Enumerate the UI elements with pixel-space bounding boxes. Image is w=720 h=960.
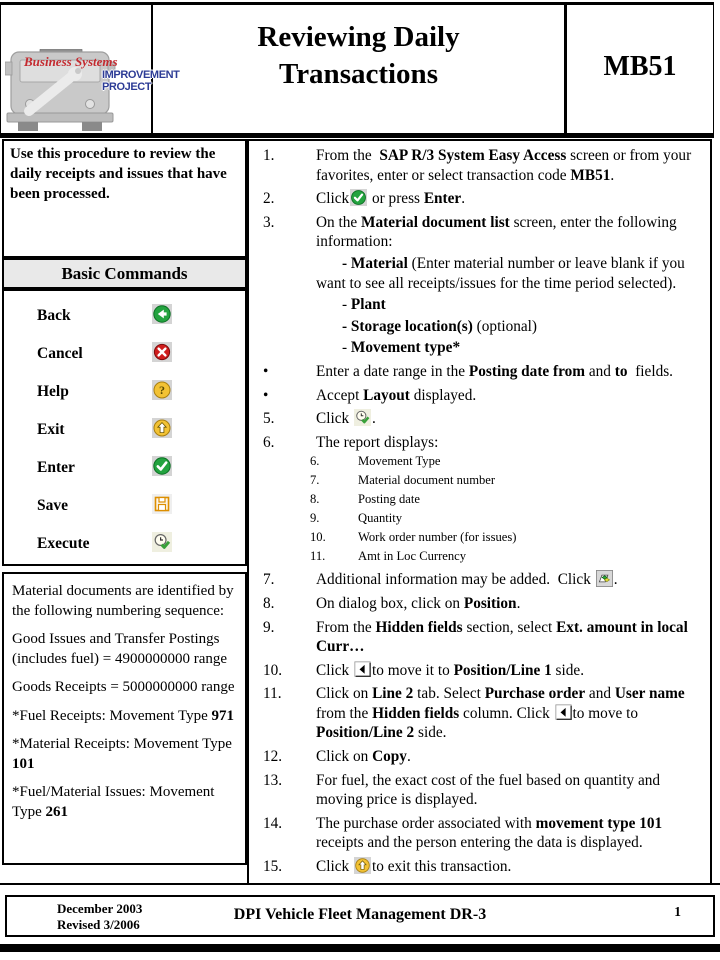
move-left-icon (555, 704, 572, 721)
step-text (316, 189, 706, 209)
text: *Fuel Receipts: Movement Type (12, 707, 212, 724)
text: displayed. (409, 386, 477, 404)
command-row-back (4, 299, 245, 337)
text: to move to (572, 704, 642, 722)
report-field-label: Amt in Loc Currency (358, 549, 467, 564)
step-text (316, 771, 706, 810)
bold-text: Line 2 (372, 685, 414, 703)
command-row-exit (4, 413, 245, 451)
exit-icon (152, 418, 172, 438)
back-icon (152, 304, 172, 324)
step-item (249, 661, 706, 681)
text: and (585, 362, 615, 380)
step-text (316, 661, 706, 681)
text: side. (414, 724, 447, 742)
logo-text-improvement: IMPROVEMENT (102, 69, 180, 81)
step-item (249, 433, 706, 567)
text: Click (316, 410, 353, 428)
help-icon (152, 380, 172, 400)
text: The purchase order associated with (316, 814, 536, 832)
step-item (249, 386, 706, 406)
step-text (316, 362, 706, 382)
step-marker: 3. (263, 213, 275, 231)
bold-text: Position/Line 1 (453, 661, 552, 679)
command-label: Save (37, 497, 68, 514)
numbering-paragraph (12, 678, 240, 698)
step-marker: 8. (263, 594, 275, 612)
command-label: Back (37, 307, 71, 324)
numbering-paragraph (12, 783, 240, 822)
step-item (249, 146, 706, 185)
step-marker: • (263, 386, 269, 404)
bold-text: Position (463, 594, 517, 612)
steps-list (247, 139, 712, 885)
step-text (316, 618, 706, 657)
text: On dialog box, click on (316, 594, 464, 612)
text: The report displays: (316, 433, 439, 451)
bold-text: 971 (211, 707, 234, 724)
step-marker: 10. (263, 661, 283, 679)
basic-commands-title: Basic Commands (61, 264, 188, 283)
footer-date-line-2: Revised 3/2006 (57, 916, 140, 932)
step-item (249, 618, 706, 657)
text: screen or from your favorites, enter or select transaction code (316, 147, 695, 184)
intro-text: Use this procedure to review the daily receipts and issues that have been processed. (10, 146, 227, 202)
numbering-box (2, 572, 247, 865)
report-field-label: Work order number (for issues) (358, 530, 517, 545)
command-row-help (4, 375, 245, 413)
report-field-marker: 10. (310, 530, 326, 545)
logo-text-business-systems: Business Systems (24, 54, 118, 69)
report-field-item (310, 452, 706, 471)
enter-icon (350, 189, 367, 206)
bottom-bar (0, 944, 720, 952)
step-item (249, 814, 706, 853)
report-field-marker: 8. (310, 492, 320, 507)
text: . (516, 594, 521, 612)
bold-text: 101 (12, 755, 35, 772)
step-text (316, 570, 706, 590)
details-icon (596, 570, 613, 587)
bold-text: Ext. amount in local Curr… (316, 618, 692, 656)
text: receipts and the person entering the data is displayed. (316, 814, 667, 852)
step-item (249, 684, 706, 743)
step-marker: 7. (263, 571, 275, 589)
text: Enter a date range in the (316, 362, 469, 380)
bold-text: Enter (423, 190, 462, 208)
numbering-paragraph (12, 582, 240, 621)
text: Click on (316, 685, 373, 703)
enter-icon (152, 456, 172, 476)
text: . (406, 748, 411, 766)
command-label: Enter (37, 459, 75, 476)
step-marker: 2. (263, 190, 275, 208)
slide-title (153, 5, 567, 133)
text: Good Issues and Transfer Postings (includes fuel) = 4900000000 range (12, 631, 228, 667)
step-text (316, 684, 706, 743)
text: . (610, 166, 615, 184)
step-marker: 11. (263, 685, 282, 703)
step-item (249, 409, 706, 429)
text: Accept (316, 386, 364, 404)
command-label: Exit (37, 421, 65, 438)
step-text (316, 146, 706, 185)
text: fields. (627, 362, 674, 380)
exit-icon (354, 857, 371, 874)
bold-text: to (614, 362, 628, 380)
bold-text: Hidden fields (375, 618, 463, 636)
report-field-item (310, 547, 706, 566)
step-marker: 14. (263, 814, 283, 832)
report-field-item (310, 509, 706, 528)
report-field-item (310, 471, 706, 490)
step-marker: 6. (263, 433, 275, 451)
command-row-enter (4, 451, 245, 489)
text: or press (368, 190, 424, 208)
text: Material documents are identified by the following numbering sequence: (12, 583, 234, 619)
footer-date-line-1: December 2003 (57, 901, 143, 916)
transaction-code (567, 5, 713, 133)
text: *Fuel/Material Issues: Movement Type (12, 784, 215, 820)
bold-text: Material document list (361, 213, 510, 231)
text: to move it to (371, 661, 454, 679)
bold-text: MB51 (570, 166, 611, 184)
bold-text: 261 (45, 803, 69, 820)
text: . (371, 410, 376, 428)
bold-text: Posting date from (468, 362, 586, 380)
report-field-marker: 6. (310, 454, 320, 469)
text: Click (316, 190, 350, 208)
text: From the (316, 618, 376, 636)
step-text (316, 409, 706, 429)
text: screen, enter the following information: (316, 213, 681, 251)
bold-text: - Material (342, 254, 408, 272)
text: Additional information may be added. Click (316, 571, 595, 589)
command-row-cancel (4, 337, 245, 375)
bold-text: - Storage location(s) (342, 317, 473, 335)
report-field-item (310, 528, 706, 547)
text: . (461, 190, 466, 208)
svg-text:?: ? (159, 383, 165, 398)
text: (optional) (472, 317, 538, 335)
command-row-save (4, 489, 245, 527)
footer-title: DPI Vehicle Fleet Management DR-3 (233, 906, 487, 923)
step-text (316, 594, 706, 614)
numbering-paragraph (12, 707, 240, 727)
text: . (613, 571, 618, 589)
step-marker: 5. (263, 410, 275, 428)
logo-text-project: PROJECT (102, 81, 152, 93)
step-subparagraph (316, 317, 706, 337)
bold-text: Purchase order (484, 685, 586, 703)
footer (5, 895, 715, 937)
step-text (316, 386, 706, 406)
report-field-label: Material document number (358, 473, 496, 488)
bold-text: Hidden fields (372, 704, 460, 722)
title-line-1: Reviewing Daily (257, 21, 460, 53)
step-subparagraph (316, 254, 706, 293)
step-item (249, 857, 706, 877)
step-item (249, 213, 706, 358)
text: From the (316, 147, 380, 164)
basic-commands-list (2, 289, 247, 566)
intro-box (2, 139, 247, 258)
step-marker: 12. (263, 748, 283, 766)
report-field-label: Posting date (358, 492, 420, 507)
step-marker: 13. (263, 771, 283, 789)
slide-header (0, 2, 714, 138)
transaction-code-text: MB51 (603, 51, 677, 82)
step-marker: 9. (263, 618, 275, 636)
numbering-paragraph (12, 630, 240, 669)
title-line-2: Transactions (279, 58, 438, 90)
save-icon (152, 494, 172, 514)
command-row-execute (4, 527, 245, 565)
step-marker: • (263, 362, 269, 380)
step-marker: 1. (263, 147, 275, 164)
text: *Material Receipts: Movement Type (12, 736, 232, 752)
text: Click (316, 661, 353, 679)
text: to exit this transaction. (371, 858, 512, 876)
command-label: Cancel (37, 345, 83, 362)
bold-text: movement type 101 (535, 814, 663, 832)
text: For fuel, the exact cost of the fuel based on quantity and moving price is displayed. (316, 771, 664, 809)
numbering-paragraph (12, 735, 240, 774)
command-label: Help (37, 383, 69, 400)
logo (1, 5, 180, 133)
text: - (342, 339, 351, 357)
step-item (249, 189, 706, 209)
text: Goods Receipts = 5000000000 range (12, 679, 235, 695)
text: On the (316, 213, 362, 231)
step-text (310, 433, 706, 567)
step-item (249, 594, 706, 614)
cancel-icon (152, 342, 172, 362)
step-text (316, 857, 706, 877)
report-field-label: Movement Type (358, 454, 441, 469)
text: from the (316, 685, 689, 722)
step-item (249, 362, 706, 382)
step-text (316, 814, 706, 853)
command-label: Execute (37, 535, 90, 552)
bold-text: Plant (350, 296, 386, 314)
text: section, select (462, 618, 557, 636)
text: - (342, 296, 351, 314)
bold-text: Movement type* (350, 339, 461, 357)
step-subparagraph (316, 295, 706, 315)
bold-text: Copy (372, 748, 407, 766)
step-item (249, 747, 706, 767)
bold-text: Position/Line 2 (316, 724, 415, 742)
step-marker: 15. (263, 858, 283, 876)
text: tab. Select (413, 685, 485, 703)
page-number: 1 (674, 904, 681, 919)
text: column. Click (459, 704, 554, 722)
execute-icon (152, 532, 172, 552)
move-left-icon (354, 661, 371, 678)
text: side. (551, 661, 585, 679)
step-text (316, 747, 706, 767)
report-field-marker: 7. (310, 473, 320, 488)
step-text (316, 213, 706, 358)
execute-icon (354, 409, 371, 426)
footer-divider (0, 883, 720, 885)
report-field-item (310, 490, 706, 509)
bold-text: SAP R/3 System Easy Access (379, 147, 567, 164)
bold-text: User name (614, 685, 685, 703)
step-item (249, 570, 706, 590)
text: and (585, 685, 615, 703)
text: Click (316, 858, 353, 876)
report-field-marker: 11. (310, 549, 326, 564)
text: Click on (316, 748, 373, 766)
step-item (249, 771, 706, 810)
report-field-marker: 9. (310, 511, 320, 526)
basic-commands-header (2, 258, 247, 289)
step-subparagraph (316, 338, 706, 358)
bold-text: Layout (363, 386, 410, 404)
report-field-label: Quantity (358, 511, 403, 526)
text: (Enter material number or leave blank if you want to see all receipts/issues for the time period selected). (316, 254, 689, 292)
